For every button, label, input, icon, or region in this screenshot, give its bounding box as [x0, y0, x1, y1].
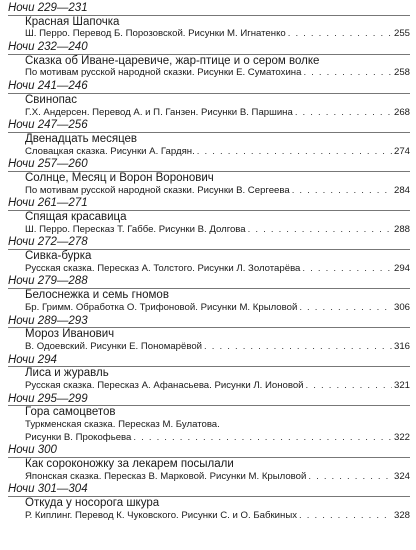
toc-entry [8, 275, 410, 314]
credit-text: Русская сказка. Пересказ А. Толстого. Рисунки Л. Золотарёва [25, 262, 301, 274]
nights-range: Ночи 300 [8, 444, 57, 457]
credit-text: В. Одоевский. Рисунки Е. Пономарёвой [25, 340, 203, 352]
leader-dots [248, 224, 392, 237]
story-title: Сказка об Иване-царевиче, жар-птице и о сером волке [25, 54, 320, 67]
credit-text: По мотивам русской народной сказки. Рисунки Е. Суматохина [25, 67, 302, 79]
nights-range: Ночи 289—293 [8, 314, 88, 327]
credit-line [8, 510, 410, 523]
leader-dots [288, 28, 392, 41]
credit-line [8, 107, 410, 120]
credit-line [8, 224, 410, 237]
leader-dots [306, 380, 392, 393]
credit-text: Японская сказка. Пересказ В. Марковой. Рисунки М. Крыловой [25, 470, 307, 482]
story-title: Свинопас [25, 93, 77, 106]
toc-entry [8, 197, 410, 236]
nights-range: Ночи 279—288 [8, 275, 88, 288]
leader-dots [133, 432, 392, 445]
story-title: Двенадцать месяцев [25, 132, 138, 145]
nights-range: Ночи 261—271 [8, 197, 88, 210]
credit-text: Г.Х. Андерсен. Перевод А. и П. Ганзен. Рисунки В. Паршина [25, 106, 293, 118]
story-title: Как сороконожку за лекарем посылали [25, 458, 234, 471]
toc-entry [8, 158, 410, 197]
page-number: 294 [393, 262, 410, 274]
page-number: 321 [393, 379, 410, 391]
credit-line [8, 185, 410, 198]
toc-entry [8, 80, 410, 119]
leader-dots [204, 341, 392, 354]
nights-range: Ночи 257—260 [8, 158, 88, 171]
leader-dots [197, 146, 392, 159]
story-title: Откуда у носорога шкура [25, 497, 160, 510]
credit-line [8, 28, 410, 41]
credit-line [8, 432, 410, 445]
page-number: 324 [393, 470, 410, 482]
credit-text: Ш. Перро. Пересказ Т. Габбе. Рисунки В. Долгова [25, 223, 246, 235]
toc-entry [8, 483, 410, 522]
credit-line [8, 146, 410, 159]
credit-text: Словацкая сказка. Рисунки А. Гардян. [25, 145, 195, 157]
leader-dots [292, 185, 392, 198]
page-number: 316 [393, 340, 410, 352]
story-title: Белоснежка и семь гномов [25, 289, 169, 302]
page-number: 268 [393, 106, 410, 118]
story-title: Солнце, Месяц и Ворон Воронович [25, 171, 214, 184]
nights-range: Ночи 272—278 [8, 236, 88, 249]
credit-line [8, 471, 410, 484]
page-number: 255 [393, 28, 410, 40]
toc-entry [8, 41, 410, 80]
credit-line [8, 419, 410, 432]
credit-text: Туркменская сказка. Пересказ М. Булатова. [25, 419, 220, 430]
credit-line [8, 380, 410, 393]
page-number: 328 [393, 509, 410, 521]
page-number: 284 [393, 184, 410, 196]
nights-range: Ночи 229—231 [8, 2, 88, 14]
story-title: Красная Шапочка [25, 15, 120, 28]
toc-entry [8, 354, 410, 393]
page-number: 258 [393, 67, 410, 79]
story-title: Сивка-бурка [25, 250, 92, 263]
page-number: 274 [393, 145, 410, 157]
toc-entry [8, 236, 410, 275]
nights-range: Ночи 301—304 [8, 483, 88, 496]
credit-text: Рисунки В. Прокофьева [25, 431, 132, 443]
credit-text: Русская сказка. Пересказ А. Афанасьева. Рисунки Л. Ионовой [25, 379, 304, 391]
nights-range: Ночи 232—240 [8, 41, 88, 54]
credit-line [8, 67, 410, 80]
leader-dots [302, 263, 392, 276]
story-title: Гора самоцветов [25, 406, 116, 419]
credit-text: Р. Киплинг. Перевод К. Чуковского. Рисунки С. и О. Бабкиных [25, 509, 298, 521]
credit-line [8, 341, 410, 354]
nights-range: Ночи 295—299 [8, 392, 88, 405]
page-number: 288 [393, 223, 410, 235]
leader-dots [299, 510, 392, 523]
story-title: Лиса и журавль [25, 367, 109, 380]
page-number: 322 [393, 431, 410, 443]
credit-text: Ш. Перро. Перевод Б. Порозовской. Рисунки М. Игнатенко [25, 28, 286, 40]
credit-text: По мотивам русской народной сказки. Рисунки В. Сергеева [25, 184, 290, 196]
leader-dots [295, 107, 392, 120]
page-number: 306 [393, 301, 410, 313]
leader-dots [303, 67, 392, 80]
credit-line [8, 302, 410, 315]
toc-entry [8, 444, 410, 483]
toc-entry [8, 2, 410, 41]
story-title: Спящая красавица [25, 211, 127, 223]
credit-line [8, 263, 410, 276]
leader-dots [299, 302, 392, 315]
leader-dots [308, 471, 392, 484]
toc-entry [8, 119, 410, 158]
nights-range: Ночи 241—246 [8, 80, 88, 93]
nights-range: Ночи 294 [8, 353, 57, 366]
toc-entry [8, 315, 410, 354]
toc-entry [8, 393, 410, 445]
credit-text: Бр. Гримм. Обработка О. Трифоновой. Рисунки М. Крыловой [25, 301, 298, 313]
story-title: Мороз Иванович [25, 328, 115, 341]
nights-range: Ночи 247—256 [8, 119, 88, 132]
